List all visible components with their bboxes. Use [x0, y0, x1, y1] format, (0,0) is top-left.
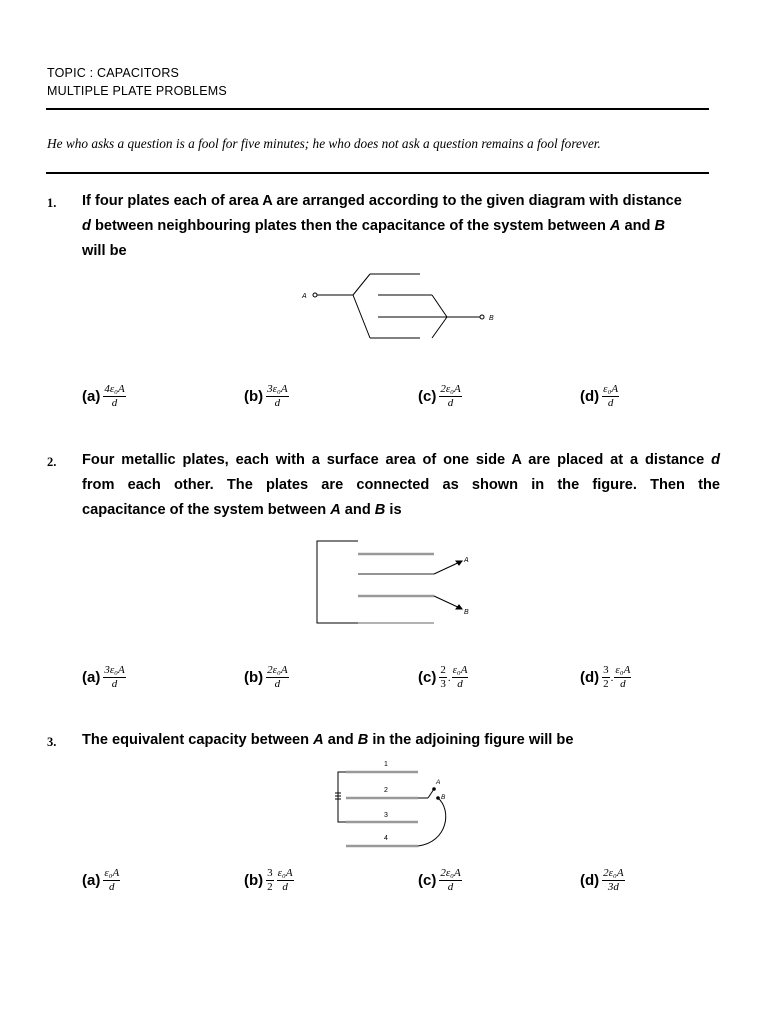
question-3-line-1: The equivalent capacity between A and B in the adjoining figure will be	[82, 732, 574, 748]
question-2-line-3: capacitance of the system between A and B is	[82, 502, 402, 518]
plate-4-label: 4	[384, 835, 388, 842]
question-1-option-c[interactable]: (c) $\frac{\text{2ε₀A}}{d}$	[418, 383, 461, 409]
figure-1-label-a: A	[302, 293, 307, 300]
question-1-line-2: d between neighbouring plates then the capacitance of the system between A and B	[82, 218, 666, 234]
question-3-option-c[interactable]: (c) $\frac{\text{2ε₀A}}{d}$	[418, 867, 461, 893]
question-2-option-d[interactable]: (d) $\frac{3}{2}$ . $\frac{\text{ε₀A}}{d}$	[580, 664, 631, 690]
question-3-number: 3.	[47, 735, 57, 749]
question-3-option-b[interactable]: (b) $\frac{3}{2}$ $\frac{\text{ε₀A}}{d}$	[244, 867, 293, 893]
figure-2-label-a: A	[464, 557, 469, 564]
topic-subtitle: MULTIPLE PLATE PROBLEMS	[47, 84, 227, 98]
question-1-option-d[interactable]: (d) $\frac{\text{ε₀A}}{d}$	[580, 383, 619, 409]
question-3-option-a[interactable]: (a) $\frac{\text{ε₀A}}{d}$	[82, 867, 120, 893]
quote: He who asks a question is a fool for five minutes; he who does not ask a question remains a fool forever.	[47, 136, 601, 151]
plate-1-label: 1	[384, 761, 388, 768]
figure-1-label-b: B	[489, 315, 494, 322]
question-1-option-a[interactable]: (a) $\frac{\text{4ε₀A}}{d}$	[82, 383, 125, 409]
question-3-option-d[interactable]: (d) $\frac{\text{2ε₀A}}{3d}$	[580, 867, 624, 893]
question-2-number: 2.	[47, 455, 57, 469]
question-2-option-c[interactable]: (c) $\frac{2}{3}$ . $\frac{\text{ε₀A}}{d}$	[418, 664, 468, 690]
plate-3-label: 3	[384, 812, 388, 819]
question-1-number: 1.	[47, 196, 57, 210]
terminal-a	[433, 788, 436, 791]
question-1-line-3: will be	[82, 243, 127, 259]
figure-3-label-a: A	[436, 779, 441, 786]
plate-2-label: 2	[384, 787, 388, 794]
question-1-line-1: If four plates each of area A are arranged according to the given diagram with distance	[82, 193, 682, 209]
figure-2-label-b: B	[464, 609, 469, 616]
question-2-option-b[interactable]: (b) $\frac{\text{2ε₀A}}{d}$	[244, 664, 288, 690]
topic-title: TOPIC : CAPACITORS	[47, 66, 180, 80]
question-2-option-a[interactable]: (a) $\frac{\text{3ε₀A}}{d}$	[82, 664, 125, 690]
question-1-option-b[interactable]: (b) $\frac{\text{3ε₀A}}{d}$	[244, 383, 288, 409]
frame-wire	[338, 772, 346, 822]
question-2-line-1: Four metallic plates, each with a surface area of one side A are placed at a distance d	[82, 452, 720, 468]
figure-3-label-b: B	[441, 794, 446, 801]
question-2-line-2: from each other. The plates are connected as shown in the figure. Then the	[82, 477, 720, 493]
wire-b-to-plate-4	[418, 798, 446, 846]
